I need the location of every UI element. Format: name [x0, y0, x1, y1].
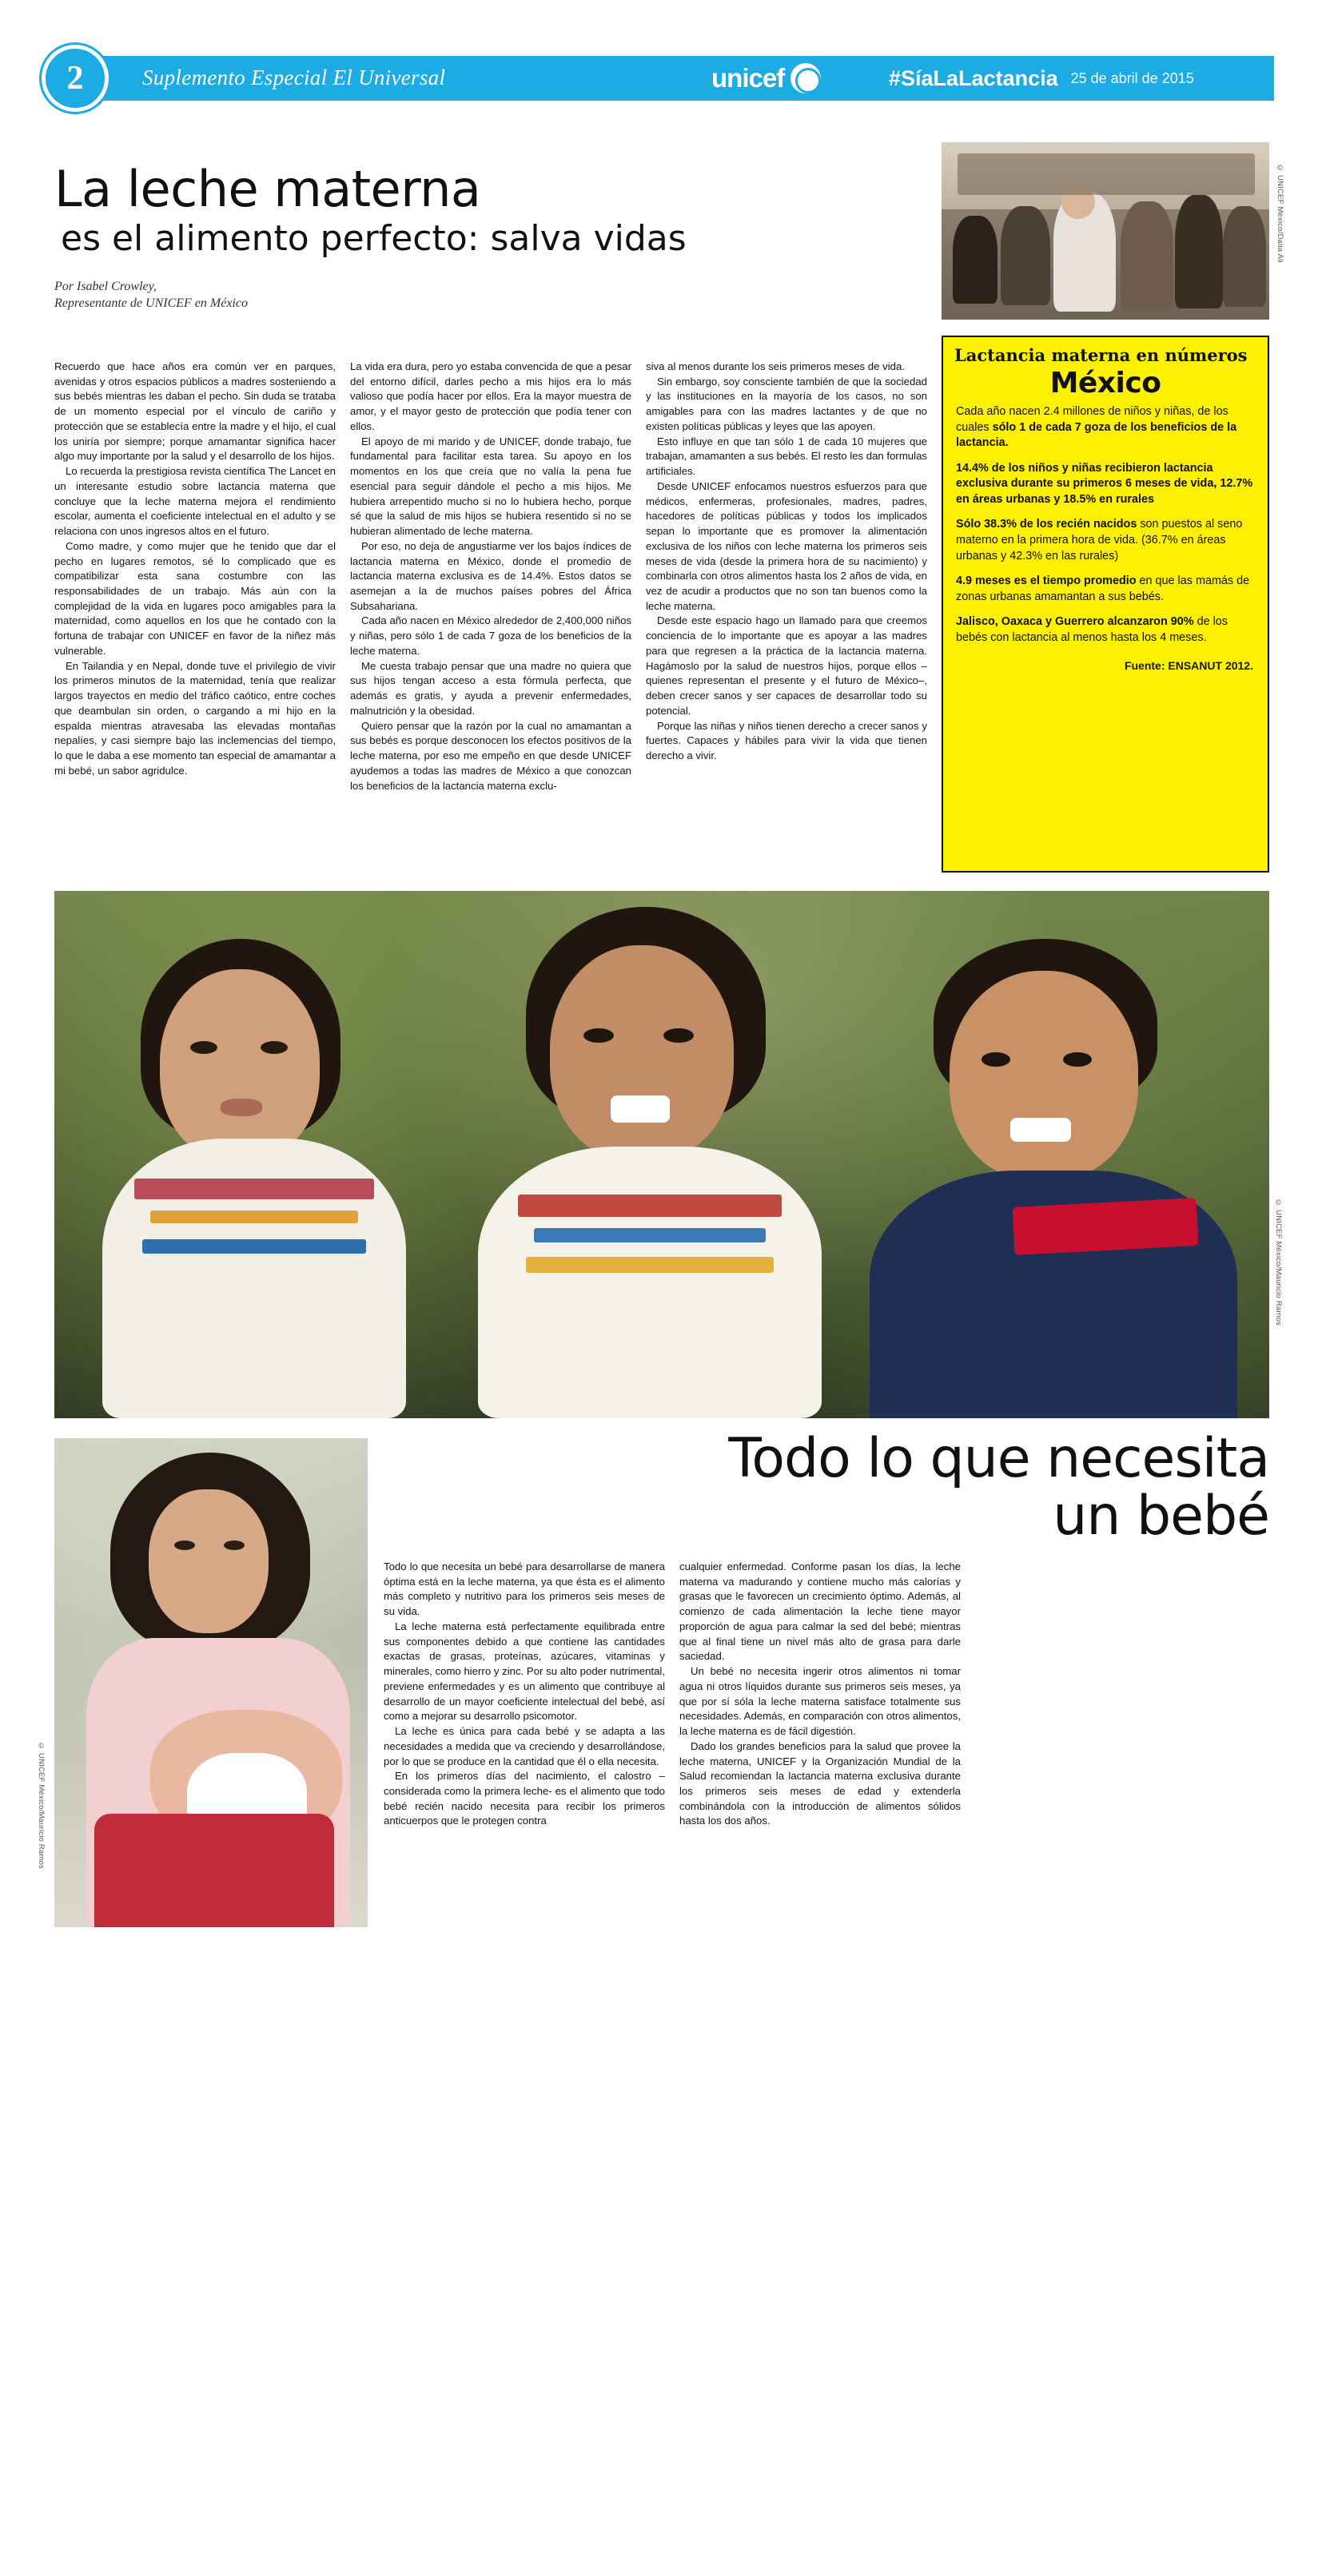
- photo-embroidery: [150, 1210, 358, 1223]
- photo-clothing: [478, 1147, 822, 1418]
- photo-credit-top: © UNICEF México/Dalia Ali: [1276, 164, 1284, 263]
- paragraph: En Tailandia y en Nepal, donde tuve el privilegio de vivir los primeros minutos de la maternidad, tenía que realizar largos trayectos en medio del tráfico caótico, entre coches que deambulan sin orden, o cargando a mi hijo en la espalda mientras atravesaba las elevadas montañas nepalíes, y casi siempre bajo las inclemencias del tiempo, lo que le daba a ese momento tan especial de amamantar a mi bebé, un sabor agridulce.: [54, 659, 336, 777]
- paragraph: Como madre, y como mujer que he tenido que dar el pecho en lugares remotos, sé lo complicado que es compatibilizar esta sana costumbre con las responsabilidades de un trabajo. Más aún con la complejidad de la vida en lugares poco amigables para la maternidad, como aquellos en los que he contado con la fortuna de trabajar con UNICEF en favor de la niñez más vulnerable.: [54, 539, 336, 657]
- photo-eye: [190, 1041, 217, 1054]
- photo-teeth: [611, 1095, 670, 1123]
- infobox-stat: [956, 404, 1255, 451]
- paragraph: En los primeros días del nacimiento, el calostro – considerada como la primera leche- es el alimento que todo bebé recién nacido necesita para recibir los primeros anticuerpos que le protegen contra: [384, 1770, 665, 1827]
- infobox-source: Fuente: ENSANUT 2012.: [1124, 658, 1253, 672]
- photo-eye: [1063, 1052, 1092, 1067]
- paragraph: La leche materna está perfectamente equilibrada entre sus componentes debido a que contiene las cantidades exactas de grasas, proteínas, azúcares, vitaminas y minerales, como hierro y zinc. Por su alto poder nutrimental, previene enfermedades y es un alimento que contribuye al desarrollo de un mayor coeficiente intelectual del bebé, así como a mejorar su desarrollo psicomotor.: [384, 1620, 665, 1723]
- paragraph: Por eso, no deja de angustiarme ver los bajos índices de lactancia materna en México, donde el promedio de lactancia materna exclusiva es de 14.4%. Estos datos se asemejan a la de muchos países pobres del África Subsahariana.: [350, 539, 631, 612]
- paragraph: Me cuesta trabajo pensar que una madre no quiera que sus hijos tengan acceso a esta fórmula perfecta, que además es gratis, y ayuda a prevenir enfermedades, malnutrición y la obesidad.: [350, 659, 631, 717]
- paragraph: Desde UNICEF enfocamos nuestros esfuerzos para que médicos, enfermeras, profesionales, madres, padres, hacedores de políticas públicas y todos los implicados sepan lo importante que es promover la alimentación exclusiva de los niños con leche materna los primeros seis meses de vida (desde la primera hora de su nacimiento) y combinarla con otros alimentos hasta los 2 años de vida, en vez de acudir a productos que no son tan buenos como la leche materna.: [646, 479, 927, 612]
- photo-figure: [953, 216, 997, 304]
- paragraph: Recuerdo que hace años era común ver en parques, avenidas y otros espacios públicos a madres sosteniendo a sus bebés mientras les daban el pecho. Sin duda se trataba de un momento especial por el vínculo de cariño y protección que se establecía entre la madre y el hijo, el cual los uniría por siempre; porque amamantar significa hacer algo muy importante por la salud y el desarrollo de los hijos.: [54, 360, 336, 463]
- stat-text: en que las mamás de zonas urbanas amamantan a sus bebés.: [956, 574, 1250, 603]
- photo-embroidery: [518, 1195, 782, 1217]
- article-headline-block: [54, 160, 854, 312]
- supplement-title: Suplemento Especial El Universal: [142, 66, 446, 89]
- page-number: 2: [42, 45, 109, 112]
- photo-eye: [982, 1052, 1010, 1067]
- infobox-title: Lactancia materna en números: [954, 345, 1248, 365]
- issue-date: 25 de abril de 2015: [1070, 70, 1194, 86]
- photo-child-left: [102, 939, 438, 1418]
- paragraph: cualquier enfermedad. Conforme pasan los días, la leche materna va madurando y contiene mucho más calorías y grasas que le favorecen un crecimiento óptimo. Además, al comienzo de cada alimentación la leche tiene mayor proporción de agua para calmar la sed del bebé; mientras que al final tiene un nivel más alto de grasa para darle saciedad.: [679, 1560, 961, 1663]
- paragraph: El apoyo de mi marido y de UNICEF, donde trabajo, fue fundamental para facilitar esta tarea. Su apoyo en los momentos en los que creía que no valía la pena fue esencial para seguir dándole el pecho a mis hijos. Me hubiera arrepentido mucho si no lo hubiera hecho, porque sé que la salud de mis hijos se hubiera resentido si no se hubieran alimentado de leche materna.: [350, 435, 631, 538]
- paragraph: Porque las niñas y niños tienen derecho a crecer sanos y fuertes. Capaces y hábiles para vivir la vida que tienen derecho a vivir.: [646, 719, 927, 762]
- campaign-hashtag: #SíaLaLactancia: [889, 66, 1058, 90]
- photo-embroidery: [134, 1179, 374, 1199]
- paragraph: Todo lo que necesita un bebé para desarrollarse de manera óptima está en la leche materna, ya que ésta es el alimento más completo y nutritivo para los primeros seis meses de su vida.: [384, 1560, 665, 1618]
- photo-eye: [663, 1028, 694, 1043]
- photo-embroidery: [534, 1228, 766, 1242]
- unicef-wordmark: unicef: [711, 63, 785, 93]
- byline: [54, 278, 854, 312]
- paragraph: Sin embargo, soy consciente también de que la sociedad y las instituciones en la mayoría de los casos, no son amigables para con las madres lactantes y de que no existen políticas públicas y leyes que las apoyen.: [646, 375, 927, 432]
- photo-figure: [1121, 201, 1173, 310]
- section2-title-line-1: Todo lo que necesita: [728, 1427, 1269, 1490]
- photo-face: [149, 1489, 269, 1633]
- photo-figure: [1001, 206, 1050, 305]
- section2-title-line-2: un bebé: [1053, 1485, 1269, 1548]
- infobox-stat: [956, 574, 1255, 605]
- hashtag-block: [871, 56, 1274, 101]
- section2-column-2: [679, 1560, 961, 1829]
- infobox-stat: [956, 461, 1255, 508]
- photo-eye: [583, 1028, 614, 1043]
- photo-embroidery: [526, 1257, 774, 1273]
- paragraph: La vida era dura, pero yo estaba convencida de que a pesar del entorno difícil, darles pecho a mis hijos era lo más valioso que podía hacer por ellos. Era la mayor muestra de amor, y el mayor gesto de protección que podía tener con ellos.: [350, 360, 631, 432]
- paragraph: Esto influye en que tan sólo 1 de cada 10 mujeres que trabajan, amamanten a sus bebés. El resto les dan formulas artificiales.: [646, 435, 927, 478]
- article-column-3: [646, 360, 927, 764]
- infobox-stat: [956, 517, 1255, 564]
- unicef-logo: [711, 62, 821, 94]
- stat-highlight: 14.4% de los niños y niñas recibieron lactancia exclusiva durante su primeros 6 meses de vida, 12.7% en áreas urbanas y 18.5% en rurales: [956, 461, 1253, 506]
- photo-eye: [224, 1540, 245, 1550]
- photo-child-center: [470, 907, 838, 1418]
- headline-line-1: La leche materna: [54, 160, 481, 218]
- article-column-1: [54, 360, 336, 779]
- stat-highlight: Jalisco, Oaxaca y Guerrero alcanzaron 90%: [956, 615, 1194, 629]
- photo-mouth: [221, 1099, 262, 1116]
- photo-figure: [1175, 195, 1223, 308]
- paragraph: Un bebé no necesita ingerir otros alimentos ni tomar agua ni otros líquidos durante sus primeros seis meses, ya que por sí sóla la leche materna satisface totalmente sus necesidades. Además, en comparación con otros alimentos, la leche materna es de fácil digestión.: [679, 1665, 961, 1738]
- mother-breastfeeding-photo: [54, 1438, 368, 1927]
- stat-text: de los bebés con lactancia al menos hasta los 4 meses.: [956, 615, 1228, 644]
- photo-face: [950, 971, 1138, 1180]
- stat-text: son puestos al seno materno en la primera hora de vida. (36.7% en áreas urbanas y 42.3% en las rurales): [956, 518, 1243, 563]
- photo-credit-big: © UNICEF México/Mauricio Ramos: [1274, 1199, 1283, 1326]
- photo-face: [550, 945, 734, 1161]
- infobox-stat: [956, 614, 1255, 646]
- paragraph: Quiero pensar que la razón por la cual no amamantan a sus bebés es porque desconocen los efectos positivos de la leche materna, por eso me empeño en que desde UNICEF ayudemos a todas las madres de México a que conozcan los beneficios de la lactancia materna exclu-: [350, 719, 631, 792]
- paragraph: siva al menos durante los seis primeros meses de vida.: [646, 360, 905, 372]
- section2-column-1: [384, 1560, 665, 1829]
- top-right-photo: [942, 142, 1269, 320]
- byline-role: Representante de UNICEF en México: [54, 296, 248, 311]
- paragraph: La leche es única para cada bebé y se adapta a las necesidades a medida que va creciendo y desarrollándose, por lo que se produce en la cantidad que él o ella necesita.: [384, 1725, 665, 1767]
- article-column-2: [350, 360, 631, 793]
- page-header: [0, 56, 1322, 105]
- byline-author: Por Isabel Crowley,: [54, 279, 157, 293]
- photo-eye: [261, 1041, 288, 1054]
- section2-title: [384, 1427, 1269, 1548]
- infobox-country: México: [1049, 367, 1161, 400]
- stat-highlight: 4.9 meses es el tiempo promedio: [956, 574, 1137, 588]
- photo-backdrop: [958, 153, 1255, 195]
- photo-eye: [174, 1540, 195, 1550]
- photo-mother-lap: [94, 1814, 334, 1927]
- paragraph: Dado los grandes beneficios para la salud que provee la leche materna, UNICEF y la Organización Mundial de la Salud recomiendan la lactancia materna exclusiva durante los primeros seis meses de edad y extenderla combinándola con la introducción de alimentos sólidos hasta los dos años.: [679, 1739, 961, 1827]
- headline-line-2: es el alimento perfecto: salva vidas: [61, 218, 687, 260]
- photo-figure: [1223, 206, 1266, 307]
- paragraph: Lo recuerda la prestigiosa revista científica The Lancet en un interesante estudio sobre lactancia materna que concluye que la leche materna mejora el rendimiento escolar, aumenta el coeficiente intelectual en el adulto y se relaciona con unos ingresos altos en el futuro.: [54, 465, 336, 538]
- photo-credit-mother: © UNICEF México/Mauricio Ramos: [37, 1742, 46, 1869]
- photo-shirt-graphic: [1013, 1198, 1199, 1255]
- photo-face: [160, 969, 320, 1161]
- main-photo-children: [54, 891, 1269, 1418]
- infobox-body: [943, 400, 1268, 646]
- stat-text: Cada año nacen 2.4 millones de niños y niñas, de los cuales: [956, 405, 1228, 434]
- photo-child-right: [870, 939, 1245, 1418]
- photo-teeth: [1010, 1118, 1071, 1142]
- unicef-globe-icon: [790, 63, 821, 93]
- statistics-infobox: [942, 336, 1269, 873]
- photo-embroidery: [142, 1239, 366, 1254]
- stat-highlight: Sólo 38.3% de los recién nacidos: [956, 518, 1137, 531]
- stat-highlight: sólo 1 de cada 7 goza de los beneficios de la lactancia.: [956, 420, 1237, 450]
- paragraph: Desde este espacio hago un llamado para que creemos conciencia de lo importante que es apoyar a las madres para que regresen a la práctica de la lactancia materna. Hagámoslo por la salud de nuestros hijos, porque ellos –quienes representan el presente y el futuro de México–, deben crecer sanos y ser capaces de desarrollar todo su potencial.: [646, 614, 927, 717]
- paragraph: Cada año nacen en México alrededor de 2,400,000 niños y niñas, pero sólo 1 de cada 7 goza de los beneficios de la leche materna.: [350, 614, 631, 657]
